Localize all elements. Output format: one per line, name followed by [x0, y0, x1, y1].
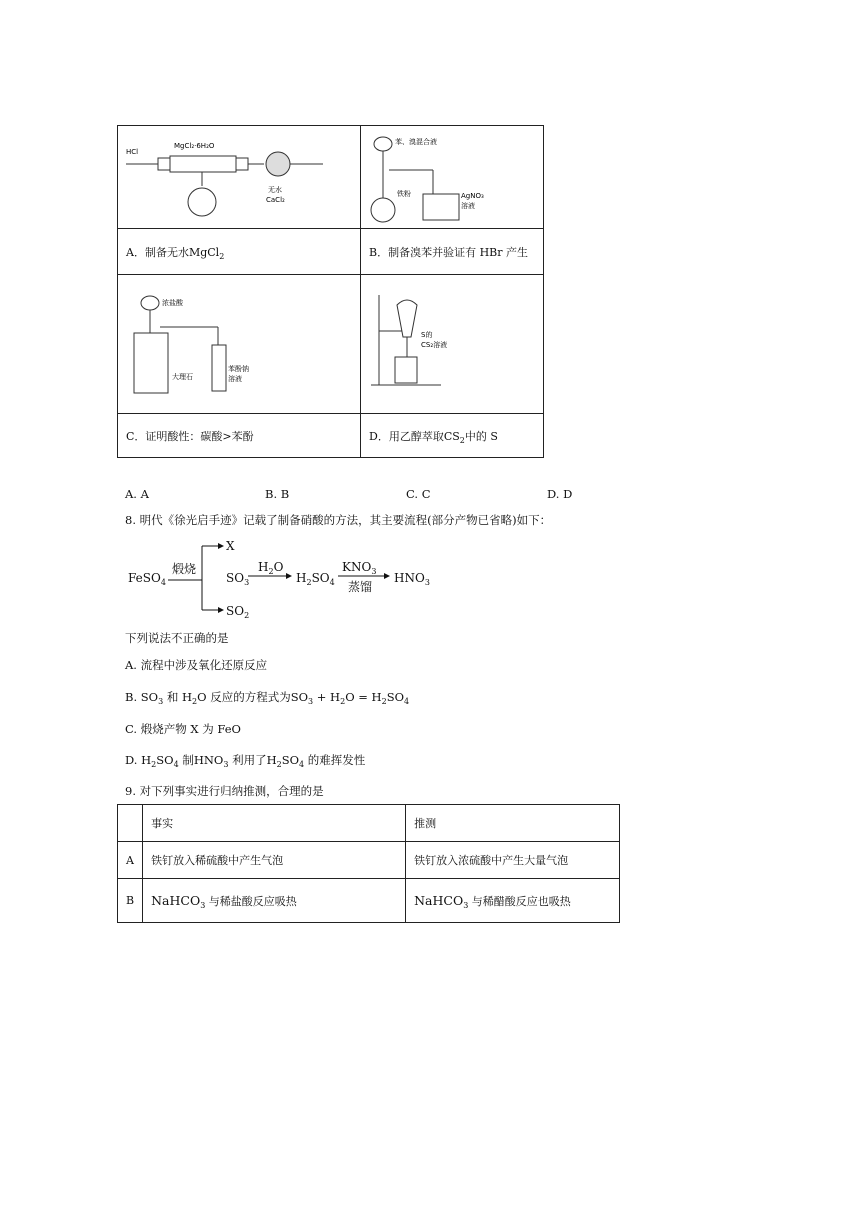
- diagram-b-agno3: AgNO₃: [461, 192, 484, 200]
- flow-feso4: FeSO$_4$: [128, 571, 166, 587]
- diagram-c-sol: 溶液: [228, 375, 242, 383]
- q7-a-formula: MgCl: [188, 245, 220, 259]
- apparatus-b-image: [361, 126, 543, 224]
- diagram-c-cell: [118, 275, 361, 414]
- q7-option-b: B．制备溴苯并验证有 HBr 产生: [361, 229, 544, 275]
- flow-calcination: 煅烧: [172, 562, 197, 576]
- q7-answer-b[interactable]: B. B: [265, 487, 290, 501]
- diagram-d-s: S的: [421, 331, 433, 339]
- diagram-b-fe: 铁粉: [397, 190, 411, 198]
- flow-so2: $SO_2$: [226, 604, 250, 620]
- q8-stem: 8. 明代《徐光启手迹》记载了制备硝酸的方法，其主要流程(部分产物已省略)如下：: [125, 513, 552, 527]
- diagram-b-sol: 溶液: [461, 202, 475, 210]
- q7-answer-c[interactable]: C. C: [406, 487, 431, 501]
- diagram-a-cacl2: CaCl₂: [266, 196, 285, 204]
- apparatus-c-image: [118, 275, 360, 409]
- q9-table: [117, 804, 620, 923]
- apparatus-d-image: [361, 275, 543, 409]
- q8-option-a[interactable]: A. 流程中涉及氧化还原反应: [125, 658, 268, 672]
- q9-row-b-guess: NaHCO$_3$ 与稀醋酸反应也吸热: [406, 879, 620, 923]
- diagram-c-marble: 大理石: [172, 373, 193, 381]
- flow-so3: $SO_3$: [226, 571, 250, 587]
- q7-d-sub: 2: [459, 435, 465, 445]
- q7-answer-d[interactable]: D. D: [547, 487, 573, 501]
- q7-answer-a[interactable]: A. A: [125, 487, 149, 501]
- diagram-c-acid: 浓盐酸: [162, 299, 183, 307]
- q9-row-a-key: A: [118, 842, 143, 879]
- diagram-a-dry: 无水: [268, 186, 282, 194]
- q9-header-fact: 事实: [143, 805, 406, 842]
- diagram-b-funnel: 苯、溴混合液: [395, 138, 437, 146]
- flow-distill: 蒸馏: [348, 580, 373, 594]
- q9-header-key: [118, 805, 143, 842]
- q7-option-d: [361, 414, 544, 458]
- flow-h2o: $H_2O$: [258, 560, 284, 576]
- q9-stem: 9. 对下列事实进行归纳推测，合理的是: [125, 784, 324, 798]
- diagram-a-cell: [118, 126, 361, 229]
- q7-d-formula: CS: [443, 429, 460, 443]
- q9-row-a-fact: 铁钉放入稀硫酸中产生气泡: [143, 842, 406, 879]
- q7-table: [117, 125, 544, 458]
- flow-kno3: $KNO_3$: [342, 560, 377, 576]
- q9-row-b-key: B: [118, 879, 143, 923]
- q7-a-prefix: A．制备无水: [126, 245, 189, 259]
- flow-x: X: [226, 539, 235, 553]
- q7-a-sub: 2: [219, 251, 225, 261]
- flow-h2so4: $H_2SO_4$: [296, 571, 335, 587]
- q9-header-guess: 推测: [406, 805, 620, 842]
- diagram-d-cs2: CS₂溶液: [421, 341, 448, 349]
- q7-d-prefix: D．用乙醇萃取: [369, 429, 444, 443]
- q8-option-d[interactable]: D. $H_2SO_4$ 制$HNO_3$ 利用了$H_2SO_4$ 的难挥发性: [125, 753, 366, 769]
- q9-row-a-guess: 铁钉放入浓硫酸中产生大量气泡: [406, 842, 620, 879]
- q7-d-suffix: 中的 S: [464, 429, 498, 443]
- diagram-a-crystal: MgCl₂·6H₂O: [174, 142, 215, 150]
- q8-option-b[interactable]: B. $SO_3$ 和 $H_2O$ 反应的方程式为$SO_3 + H_2O = H_2SO_4$: [125, 690, 410, 706]
- diagram-a-hcl: HCl: [126, 148, 139, 156]
- flow-hno3: $HNO_3$: [394, 571, 430, 587]
- apparatus-a-image: [118, 126, 360, 224]
- q7-option-a: [118, 229, 361, 275]
- q8-flow-diagram: [128, 538, 448, 622]
- q8-option-c[interactable]: C. 煅烧产物 X 为 FeO: [125, 722, 241, 736]
- diagram-b-cell: [361, 126, 544, 229]
- q8-prompt: 下列说法不正确的是: [125, 631, 229, 645]
- q7-option-c: C．证明酸性：碳酸>苯酚: [118, 414, 361, 458]
- diagram-c-phenol: 苯酚钠: [228, 365, 249, 373]
- diagram-d-cell: [361, 275, 544, 414]
- q9-row-b-fact: NaHCO$_3$ 与稀盐酸反应吸热: [143, 879, 406, 923]
